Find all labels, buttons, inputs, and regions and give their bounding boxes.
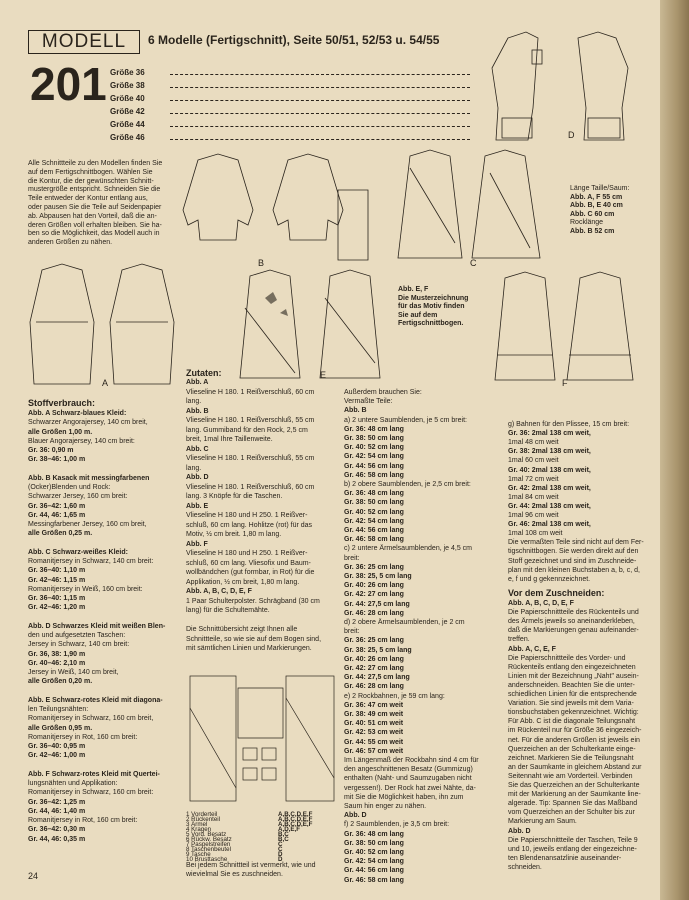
size-label: Größe 44: [110, 120, 145, 129]
text-line: Gr. 40–46: 2,10 m: [28, 659, 86, 667]
size-label: Größe 38: [110, 81, 145, 90]
part-name: 1 Vorderteil: [186, 811, 218, 818]
text-line: Variation. Sie sind jeweils mit dem Varia-: [508, 700, 634, 708]
text-line: lang.: [186, 464, 202, 472]
text-line: Abb. D Schwarzes Kleid mit weißen Blen-: [28, 622, 166, 630]
text-line: zeichnet. Markieren Sie die Teilungsnaht: [508, 754, 634, 762]
part-models: A,D,E,F: [278, 826, 301, 833]
text-line: breit:: [344, 554, 360, 562]
text-line: Gr. 42: 54 cm lang: [344, 858, 404, 866]
text-line: Gr. 36: 2mal 138 cm weit,: [508, 430, 591, 438]
part-name: 2 Rückenteil: [186, 816, 221, 823]
size-line: [170, 139, 470, 140]
text-line: Vlieseline H 180 und H 250. 1 Reißver-: [186, 550, 308, 557]
text-line: Gr. 46: 58 cm lang: [344, 536, 404, 544]
part-models: A,B,C,D,E,F: [278, 816, 313, 823]
text-line: algerade. Tip: Spannen Sie das Maßband: [508, 800, 638, 808]
text-line: Romanitjersey in Schwarz, 140 cm breit:: [28, 558, 154, 565]
text-line: im Rückenteil nur für Größe 36 eingezeich-: [508, 727, 642, 735]
text-line: Gr. 40: 26 cm lang: [344, 582, 404, 590]
text-line: ten Blendenansatzlinie auseinander-: [508, 854, 622, 862]
text-line: e) 2 Rockbahnen, je 59 cm lang:: [344, 692, 445, 700]
text-line: Gr. 42: 53 cm weit: [344, 729, 404, 737]
text-line: Romanitjersey in Weiß, 160 cm breit:: [28, 585, 143, 593]
text-line: an der Saumkante in gleichem Abstand zur: [508, 763, 642, 771]
text-line: Abb. D: [344, 812, 367, 820]
text-line: alle Größen 0,25 m.: [28, 530, 93, 538]
text-line: Gr. 42: 2mal 138 cm weit,: [508, 484, 591, 492]
text-line: Gr. 46: 28 cm lang: [344, 609, 404, 617]
text-line: Die Schnittübersicht zeigt Ihnen alle: [186, 626, 298, 633]
text-line: Gr. 38: 25, 5 cm lang: [344, 646, 412, 654]
text-line: Gr. 42–46: 1,20 m: [28, 604, 86, 612]
fig-label-c: C: [470, 258, 477, 268]
text-line: Für Abb. C ist die diagonale Teilungsnaht: [508, 718, 636, 726]
text-line: Die Papierschnittteile der Taschen, Teile 9: [508, 836, 638, 844]
text-line: Gr. 44: 27,5 cm lang: [344, 600, 410, 608]
text-line: Abb. A: [186, 379, 209, 386]
text-line: Gr. 46: 58 cm lang: [344, 471, 404, 479]
text-line: Gr. 42: 54 cm lang: [344, 453, 404, 461]
text-line: Gr. 42: 27 cm lang: [344, 591, 404, 599]
text-line: Vlieseline H 180. 1 Reißverschluß, 55 cm: [186, 417, 315, 424]
size-label: Größe 40: [110, 94, 145, 103]
text-line: und 10, jeweils entlang der eingezeichne-: [508, 845, 637, 853]
part-name: 5 Vord. Besatz: [186, 831, 227, 838]
text-line: Vlieseline H 180. 1 Reißverschluß, 60 cm: [186, 388, 315, 396]
text-line: vom Querzeichen an der Schulter bis zur: [508, 809, 635, 817]
text-line: Gr. 38–46: 1,00 m: [28, 456, 86, 464]
text-line: mit Sie die Möglichkeit haben, ihn zum: [344, 793, 464, 801]
text-line: auf dem Fertigschnittbogen. Wählen Sie: [28, 168, 153, 176]
text-line: Vlieseline H 180. 1 Reißverschluß, 55 cm: [186, 455, 315, 462]
text-line: Gr. 40: 52 cm lang: [344, 508, 404, 516]
part-models: D: [278, 856, 283, 863]
text-line: Gr. 44, 46: 1,65 m: [28, 511, 86, 519]
text-line: Jersey in Schwarz, 140 cm breit:: [28, 641, 130, 649]
text-line: Gr. 40: 26 cm lang: [344, 655, 404, 663]
text-line: lang. 3 Knöpfe für die Taschen.: [186, 493, 283, 500]
text-line: Abb. C: [186, 445, 209, 453]
text-line: Gr. 36–40: 1,10 m: [28, 567, 86, 575]
text-line: die Kontur, die der gewünschten Schnitt-: [28, 177, 154, 185]
text-line: Abb. B: [344, 407, 367, 415]
text-line: wievielmal Sie es zuschneiden.: [186, 870, 283, 878]
text-line: lungsnähten und Applikation:: [28, 780, 118, 787]
text-line: 1 Paar Schulterpolster. Schrägband (30 cm: [186, 597, 320, 605]
text-line: Romanitjersey in Schwarz, 160 cm breit:: [28, 789, 154, 797]
text-line: Abb. E, F: [398, 286, 429, 293]
text-line: Gr. 44: 27,5 cm lang: [344, 674, 410, 682]
text-line: Rückenteils entlang den eingezeichneten: [508, 663, 636, 671]
text-line: (Ocker)Blenden und Rock:: [28, 484, 111, 491]
text-line: Applikation, ½ cm breit, 1,80 m lang.: [186, 578, 300, 586]
text-line: Abb. F Schwarz-rotes Kleid mit Quertei-: [28, 770, 160, 778]
part-models: A,B,C,D,E,F: [278, 811, 313, 818]
text-line: Saum hin enger zu nähen.: [344, 803, 427, 810]
text-line: Abb. B 52 cm: [570, 228, 615, 235]
text-line: Abb. E: [186, 502, 209, 510]
text-line: Gr. 38: 49 cm weit: [344, 711, 404, 718]
part-name: 9 Tasche: [186, 851, 211, 858]
size-label: Größe 42: [110, 107, 145, 116]
text-line: plan mit den kleinen Buchstaben a, b, c, d,: [508, 566, 640, 574]
size-line: [170, 74, 470, 75]
size-label: Größe 36: [110, 68, 145, 77]
text-line: Gr. 36: 48 cm lang: [344, 490, 404, 498]
stoff-heading: Stoffverbrauch:: [28, 398, 96, 408]
text-line: Gr. 36: 25 cm lang: [344, 563, 404, 571]
text-line: schiedlichen Linien für die entsprechende: [508, 691, 637, 698]
text-line: c) 2 untere Ärmelsaumblenden, je 4,5 cm: [344, 545, 473, 553]
text-line: Außerdem brauchen Sie:: [344, 389, 422, 396]
text-line: mustergröße entspricht. Schneiden Sie die: [28, 186, 161, 194]
part-models: D: [278, 851, 283, 858]
text-line: Gr. 36, 38: 1,90 m: [28, 650, 86, 658]
modell-label: MODELL: [28, 30, 140, 54]
text-line: Jersey in Weiß, 140 cm breit,: [28, 669, 119, 676]
part-name: 8 Taschenbeutel: [186, 846, 231, 853]
text-line: Gr. 36: 0,90 m: [28, 447, 74, 454]
text-line: Gr. 44: 56 cm lang: [344, 867, 404, 875]
text-line: Messingfarbener Jersey, 160 cm breit,: [28, 521, 147, 528]
text-line: alle Größen 0,95 m.: [28, 724, 93, 732]
text-line: Querzeichen an der Schulterkante einge-: [508, 745, 636, 753]
text-line: schluß, 60 cm lang. Hohlitze (rot) für das: [186, 521, 313, 529]
text-line: schluß, 60 cm lang. Vliesofix und Baum-: [186, 559, 311, 567]
part-name: 3 Ärmel: [186, 821, 208, 828]
fig-label-a: A: [102, 378, 109, 388]
text-line: Gr. 46: 58 cm lang: [344, 876, 404, 884]
zutaten-heading: Zutaten:: [186, 368, 222, 378]
text-line: e, f und g gekennzeichnet.: [508, 575, 591, 583]
text-line: Teile entweder der Kontur entlang aus,: [28, 195, 148, 203]
text-line: 1mal 72 cm weit: [508, 475, 559, 483]
part-name: 6 Rückw. Besatz: [186, 836, 232, 843]
fig-label-b: B: [258, 258, 265, 268]
text-line: Abb. B: [186, 407, 209, 415]
text-line: Schwarzer Jersey, 160 cm breit:: [28, 493, 128, 501]
part-models: C: [278, 841, 283, 848]
text-line: Alle Schnittteile zu den Modellen finden Sie: [28, 160, 163, 167]
text-line: Abb. A, F 55 cm: [570, 193, 623, 201]
text-line: Abb. C 60 cm: [570, 210, 615, 218]
text-line: Gr. 36: 48 cm lang: [344, 425, 404, 433]
text-line: Seitennaht wie am Vorderteil. Verbinden: [508, 772, 633, 780]
text-line: Gr. 36–40: 1,15 m: [28, 595, 86, 602]
text-line: alle Größen 0,20 m.: [28, 678, 93, 686]
text-line: breit, 1mal Ihre Taillenweite.: [186, 436, 273, 443]
page-number: 24: [28, 871, 39, 881]
fig-label-d: D: [568, 130, 575, 140]
text-line: Blauer Angorajersey, 140 cm breit:: [28, 437, 135, 445]
part-name: 7 Paspelstreifen: [186, 841, 231, 848]
text-line: Die Papierschnittteile des Vorder- und: [508, 654, 626, 662]
part-models: B,C: [278, 836, 289, 843]
text-line: 1mal 84 cm weit: [508, 493, 559, 501]
text-line: schneiden.: [508, 863, 542, 871]
fig-label-f: F: [562, 378, 568, 388]
text-line: deren Größen voll erhalten bleiben. Sie ha-: [28, 221, 162, 229]
text-line: des Ärmels jeweils so aneinanderkleben,: [508, 618, 635, 626]
text-line: Gr. 36–42: 0,30 m: [28, 826, 86, 834]
text-line: tigschnittbogen. Sie werden direkt auf den: [508, 548, 639, 556]
text-line: Abb. B Kasack mit messingfarbenen: [28, 474, 150, 482]
text-line: Die vermaßten Teile sind nicht auf dem Fer-: [508, 539, 644, 547]
text-line: Die Musterzeichnung: [398, 294, 469, 302]
text-line: Gr. 42: 54 cm lang: [344, 517, 404, 525]
text-line: len Teilungsnähten:: [28, 706, 89, 713]
text-line: vergessen!). Der Rock hat zwei Nähte, da-: [344, 784, 476, 792]
text-line: Gr. 38: 50 cm lang: [344, 435, 404, 442]
text-line: Sie das Querzeichen an der Schulterkante: [508, 782, 640, 789]
text-line: Gr. 44: 55 cm weit: [344, 738, 404, 746]
text-line: den angeschnittenen Besatz (Gummizug): [344, 766, 473, 774]
text-line: Abb. E Schwarz-rotes Kleid mit diagona-: [28, 696, 163, 704]
text-line: treffen.: [508, 636, 530, 644]
text-line: Romanitjersey in Rot, 160 cm breit:: [28, 733, 138, 741]
text-line: 1mal 96 cm weit: [508, 512, 559, 519]
text-line: für das Motiv finden: [398, 303, 465, 311]
part-name: 4 Kragen: [186, 826, 212, 833]
text-line: Vermaßte Teile:: [344, 398, 393, 406]
model-number: 201: [30, 58, 107, 110]
text-line: Gr. 46: 28 cm lang: [344, 683, 404, 691]
text-line: Vlieseline H 180 und H 250. 1 Reißver-: [186, 512, 308, 519]
part-name: 10 Brusttasche: [186, 856, 228, 863]
text-line: Gr. 36: 47 cm weit: [344, 701, 404, 709]
text-line: Gr. 40: 2mal 138 cm weit,: [508, 466, 591, 474]
text-line: oder pausen Sie die Teile auf Seidenpapier: [28, 204, 162, 211]
size-line: [170, 113, 470, 114]
text-line: Stoff gezeichnet und sind im Zuschneide-: [508, 557, 637, 565]
text-line: Gr. 46: 2mal 138 cm weit,: [508, 521, 591, 529]
text-line: Abb. A, C, E, F: [508, 645, 556, 653]
size-line: [170, 87, 470, 88]
text-line: Abb. A Schwarz-blaues Kleid:: [28, 410, 127, 417]
sketch-b-kasack: [178, 150, 378, 270]
text-line: Fertigschnittbogen.: [398, 320, 464, 328]
text-line: tionsbuchstaben gekennzeichnet. Wichtig:: [508, 709, 639, 717]
text-line: Gr. 36–40: 0,95 m: [28, 743, 86, 750]
text-line: Gr. 44, 46: 1,40 m: [28, 807, 86, 815]
text-line: Rocklänge: [570, 219, 604, 227]
text-line: Abb. A, B, C, D, E, F: [508, 600, 574, 607]
text-line: lang.: [186, 398, 202, 405]
part-models: C: [278, 846, 283, 853]
text-line: Abb. A, B, C, D, E, F: [186, 588, 252, 595]
text-line: Gr. 46: 57 cm weit: [344, 747, 404, 755]
text-line: Gr. 40: 52 cm lang: [344, 849, 404, 856]
sketch-a-dress: [22, 262, 192, 392]
fig-label-e: E: [320, 370, 327, 380]
text-line: lang. Gummiband für den Rock, 2,5 cm: [186, 426, 308, 434]
text-line: breit:: [344, 628, 360, 636]
text-line: daß die Markierungen genau aufeinander-: [508, 627, 639, 635]
text-line: b) 2 obere Saumblenden, je 2,5 cm breit:: [344, 481, 471, 488]
text-line: Abb. D: [508, 827, 531, 835]
text-line: Gr. 36–42: 1,60 m: [28, 502, 86, 510]
text-line: Gr. 36–42: 1,25 m: [28, 798, 86, 806]
text-line: Schwarzer Angorajersey, 140 cm breit,: [28, 419, 148, 427]
text-line: Die Papierschnittteile des Rückenteils und: [508, 609, 639, 617]
size-label: Größe 46: [110, 133, 145, 142]
text-line: Gr. 38: 50 cm lang: [344, 499, 404, 507]
sketch-f-dress: [485, 270, 645, 390]
page-spine-shadow: [660, 0, 689, 900]
text-line: anderen Größen zu nähen.: [28, 239, 113, 247]
text-line: f) 2 Saumblenden, je 3,5 cm breit:: [344, 821, 450, 829]
text-line: Gr. 38: 25, 5 cm lang: [344, 573, 412, 580]
text-line: Gr. 44: 56 cm lang: [344, 527, 404, 534]
text-line: Gr. 36: 25 cm lang: [344, 637, 404, 645]
text-line: Sie auf dem: [398, 311, 438, 319]
text-line: Gr. 44: 56 cm lang: [344, 462, 404, 470]
text-line: d) 2 obere Ärmelsaumblenden, je 2 cm: [344, 619, 465, 626]
text-line: ben so die Möglichkeit, das Modell auch in: [28, 230, 160, 238]
part-models: B,C: [278, 831, 289, 838]
size-line: [170, 126, 470, 127]
text-line: Motiv, ½ cm breit. 1,80 m lang.: [186, 531, 282, 538]
size-line: [170, 100, 470, 101]
text-line: 1mal 48 cm weit: [508, 439, 559, 447]
text-line: Gr. 42–46: 1,00 m: [28, 752, 86, 760]
text-line: wollbändchen (gut formbar, in Rot) für die: [186, 569, 315, 576]
text-line: Gr. 40: 52 cm lang: [344, 444, 404, 452]
text-line: 1mal 108 cm weit: [508, 530, 563, 538]
zuschnitt-heading: Vor dem Zuschneiden:: [508, 588, 605, 598]
text-line: Gr. 42: 27 cm lang: [344, 665, 404, 672]
text-line: Gr. 36: 48 cm lang: [344, 830, 404, 838]
text-line: net. Für die anderen Größen ist jeweils ein: [508, 736, 640, 744]
sketch-e-dress: [230, 268, 390, 383]
text-line: Romanitjersey in Schwarz, 160 cm breit,: [28, 715, 154, 723]
text-line: 1mal 60 cm weit: [508, 457, 559, 465]
text-line: Abb. F: [186, 540, 208, 548]
text-line: Gr. 42–46: 1,15 m: [28, 576, 86, 584]
text-line: Im Längenmaß der Rockbahn sind 4 cm für: [344, 757, 479, 764]
text-line: mit sämtlichen Linien und Markierungen.: [186, 645, 312, 652]
text-line: Markierung am Saum.: [508, 818, 577, 826]
text-line: Gr. 38: 50 cm lang: [344, 839, 404, 847]
text-line: mit der Markierung an der Saumkante line-: [508, 791, 641, 799]
text-line: ab. Abpausen hat den Vorteil, daß die an-: [28, 212, 157, 220]
text-line: Schnittteile, so wie sie auf dem Bogen sind,: [186, 635, 322, 643]
text-line: Abb. B, E 40 cm: [570, 202, 623, 210]
pattern-overview-diagram: [188, 668, 338, 808]
text-line: Romanitjersey in Rot, 160 cm breit:: [28, 817, 138, 824]
text-line: alle Größen 1,00 m.: [28, 428, 93, 436]
text-line: Gr. 44, 46: 0,35 m: [28, 835, 86, 843]
text-line: den und aufgesetzten Taschen:: [28, 632, 126, 639]
text-line: Gr. 44: 2mal 138 cm weit,: [508, 502, 591, 510]
text-line: Abb. C Schwarz-weißes Kleid:: [28, 548, 128, 556]
text-line: Vlieseline H 180. 1 Reißverschluß, 60 cm: [186, 483, 315, 491]
text-line: Länge Taille/Saum:: [570, 185, 630, 192]
text-line: Gr. 38: 2mal 138 cm weit,: [508, 448, 591, 456]
text-line: Linien mit der Bezeichnung „Naht" ausein-: [508, 672, 639, 680]
part-models: A,B,C,D,E,F: [278, 821, 313, 828]
text-line: Abb. D: [186, 474, 209, 481]
page-title: 6 Modelle (Fertigschnitt), Seite 50/51, 52/53 u. 54/55: [148, 33, 440, 47]
text-line: enthalten (Naht- und Saumzugaben nicht: [344, 775, 472, 783]
text-line: anderschneiden. Beachten Sie die unter-: [508, 681, 635, 689]
sketch-c-dress: [390, 148, 550, 273]
text-line: g) Bahnen für den Plissee, 15 cm breit:: [508, 421, 630, 428]
text-line: a) 2 untere Saumblenden, je 5 cm breit:: [344, 416, 467, 424]
text-line: lang) für die Schultemähte.: [186, 607, 270, 614]
text-line: Bei jedem Schnittteil ist vermerkt, wie und: [186, 862, 316, 869]
text-line: Gr. 40: 51 cm weit: [344, 720, 404, 728]
